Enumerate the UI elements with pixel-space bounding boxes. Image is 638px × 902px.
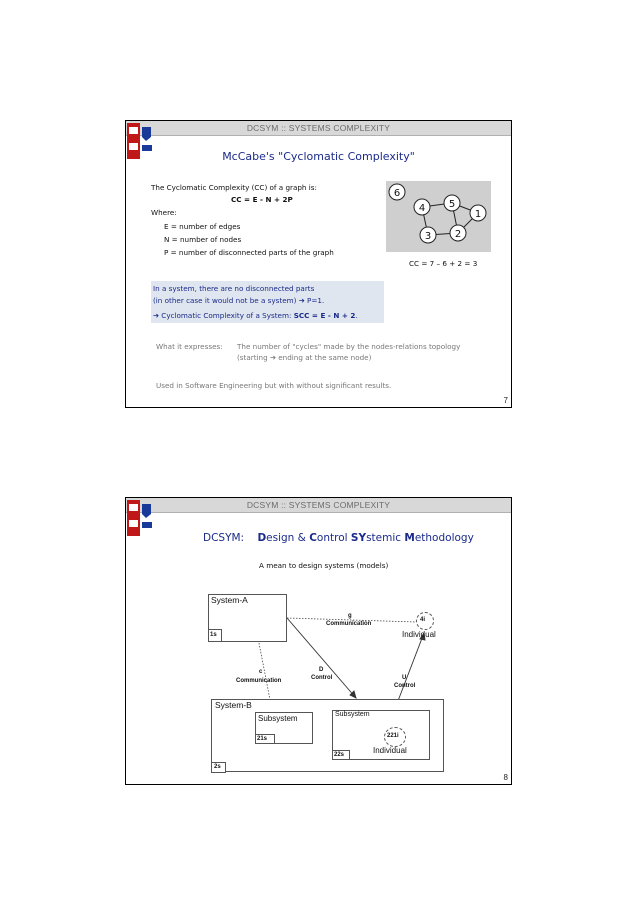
individual-top: Individual: [402, 630, 436, 639]
graph-node-1: 1: [474, 209, 482, 220]
def-parts: P = number of disconnected parts of the graph: [164, 248, 334, 257]
graph-node-2: 2: [454, 229, 462, 240]
system-b-label: System-B: [215, 700, 252, 710]
def-nodes: N = number of nodes: [164, 235, 242, 244]
slide-subtitle: A mean to design systems (models): [259, 561, 389, 570]
expresses-line-1: The number of "cycles" made by the nodes-relations topology: [237, 342, 461, 351]
where-label: Where:: [151, 208, 177, 217]
page-number: 7: [503, 396, 508, 405]
graph-example: [386, 181, 491, 252]
graph-node-5: 5: [448, 199, 456, 210]
cc-intro: The Cyclomatic Complexity (CC) of a graph is:: [151, 183, 317, 192]
individual-bottom: Individual: [373, 746, 407, 755]
slide-header: [126, 121, 511, 136]
note-line-2: (in other case it would not be a system) ➔ P=1.: [153, 296, 325, 305]
used-in-text: Used in Software Engineering but with without significant results.: [156, 381, 392, 390]
d-relation: Control: [311, 675, 333, 681]
node-4i-label: 4i: [420, 617, 426, 623]
header-text: DCSYM :: SYSTEMS COMPLEXITY: [246, 500, 391, 510]
title-prefix: DCSYM:: [203, 532, 245, 544]
subsystem-22-label: Subsystem: [335, 711, 370, 718]
cc-formula: CC = E - N + 2P: [231, 195, 293, 204]
slide-7: [125, 120, 512, 408]
system-a-label: System-A: [211, 595, 248, 605]
graph-node-4: 4: [418, 203, 426, 214]
node-221i-label: 221i: [387, 733, 399, 739]
tag-2s: 2s: [214, 764, 221, 770]
def-edges: E = number of edges: [164, 222, 241, 231]
expresses-line-2: (starting ➔ ending at the same node): [237, 353, 372, 362]
slide-title: DCSYM: Design & Control SYstemic Methodology: [203, 532, 474, 544]
graph-svg: [386, 181, 491, 252]
slide-8: [125, 497, 512, 785]
d-label: D: [319, 667, 324, 673]
g-relation: Communication: [326, 621, 372, 627]
g-label: g: [348, 613, 352, 619]
page-number: 8: [503, 773, 508, 782]
slide-title: McCabe's "Cyclomatic Complexity": [222, 150, 415, 163]
expresses-label: What it expresses:: [156, 342, 223, 351]
tag-22s: 22s: [334, 752, 345, 758]
c-relation: Communication: [236, 678, 282, 684]
cc-example: CC = 7 – 6 + 2 = 3: [409, 259, 478, 268]
note-line-1: In a system, there are no disconnected parts: [153, 284, 315, 293]
u-relation: Control: [394, 683, 416, 689]
tag-21s: 21s: [257, 736, 268, 742]
c-label: c: [259, 669, 263, 675]
note-line-3: ➔ Cyclomatic Complexity of a System: SCC = E - N + 2.: [153, 311, 358, 320]
graph-node-6: 6: [393, 188, 401, 199]
tag-1s: 1s: [210, 632, 217, 638]
u-label: U: [402, 675, 407, 681]
header-text: DCSYM :: SYSTEMS COMPLEXITY: [246, 123, 391, 133]
subsystem-21-label: Subsystem: [258, 714, 298, 723]
graph-node-3: 3: [424, 231, 432, 242]
